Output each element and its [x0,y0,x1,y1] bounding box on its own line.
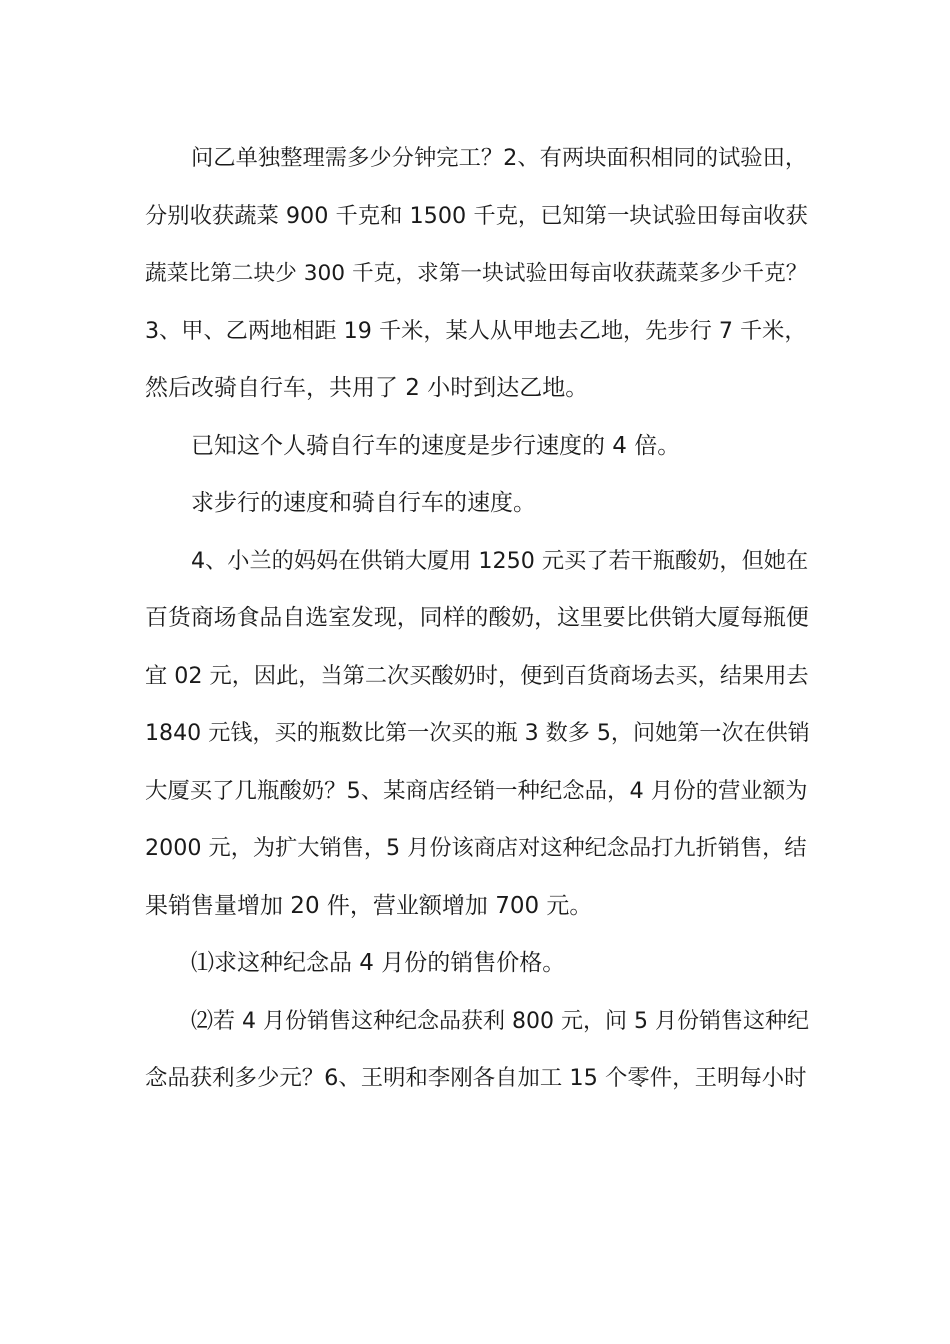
text-line: ⑵若 4 月份销售这种纪念品获利 800 元，问 5 月份销售这种纪 [191,1008,809,1034]
text-line: 已知这个人骑自行车的速度是步行速度的 4 倍。 [191,432,681,459]
text-line: 3、甲、乙两地相距 19 千米，某人从甲地去乙地，先步行 7 千米， [145,317,807,344]
text-line: 百货商场食品自选室发现，同样的酸奶，这里要比供销大厦每瓶便 [145,605,809,631]
text-line: 念品获利多少元？6、王明和李刚各自加工 15 个零件，王明每小时 [145,1065,807,1091]
text-line: 果销售量增加 20 件，营业额增加 700 元。 [145,892,593,919]
text-line: 然后改骑自行车，共用了 2 小时到达乙地。 [145,375,589,401]
paragraph-5 [145,935,810,993]
text-line: 4、小兰的妈妈在供销大厦用 1250 元买了若干瓶酸奶，但她在 [191,547,809,574]
paragraph-1 [145,130,810,418]
text-line: 分别收获蔬菜 900 千克和 1500 千克，已知第一块试验田每亩收获 [145,202,808,229]
text-line: 宜 02 元，因此，当第二次买酸奶时，便到百货商场去买，结果用去 [145,662,809,689]
text-line: 2000 元，为扩大销售，5 月份该商店对这种纪念品打九折销售，结 [145,835,807,861]
text-line: ⑴求这种纪念品 4 月份的销售价格。 [191,950,566,976]
text-line: 大厦买了几瓶酸奶？5、某商店经销一种纪念品，4 月份的营业额为 [145,777,808,804]
paragraph-4 [145,533,810,936]
text-line: 蔬菜比第二块少 300 千克，求第一块试验田每亩收获蔬菜多少千克？ [145,261,808,286]
paragraph-2 [145,418,810,476]
paragraph-6 [145,993,810,1108]
text-line: 问乙单独整理需多少分钟完工？2、有两块面积相同的试验田， [191,145,808,171]
paragraph-3 [145,475,810,533]
text-line: 1840 元钱，买的瓶数比第一次买的瓶 3 数多 5，问她第一次在供销 [145,720,810,746]
document-body [145,130,810,1108]
text-line: 求步行的速度和骑自行车的速度。 [191,490,536,516]
